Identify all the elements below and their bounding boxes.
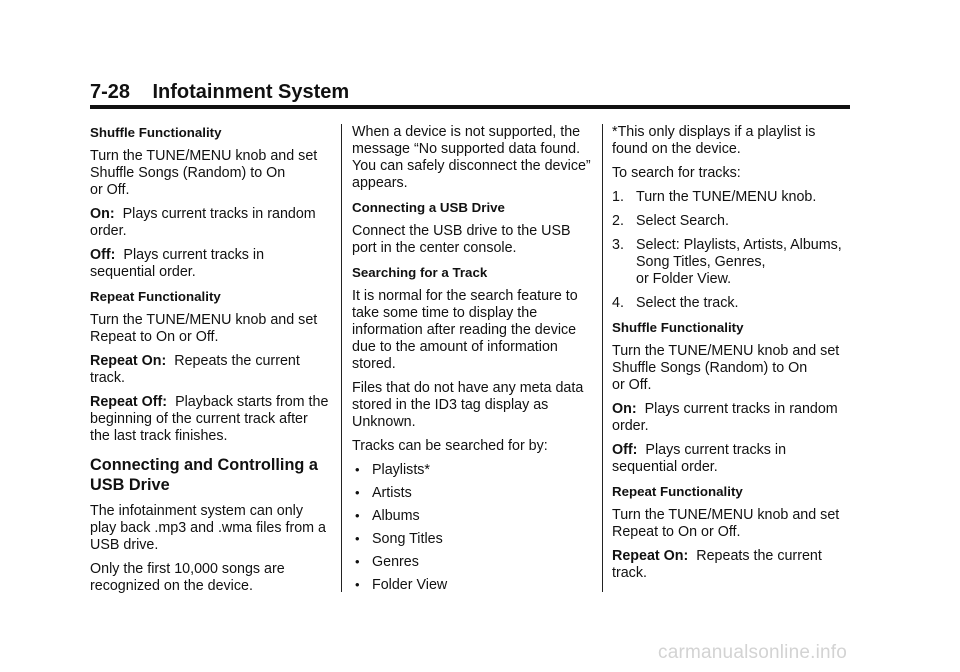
column-1 bbox=[90, 124, 330, 602]
unsupported-text: When a device is not supported, the message “No supported data found. You can safely disconnect the device” appears. bbox=[352, 124, 591, 191]
repeat-on-label: Repeat On: bbox=[90, 353, 167, 369]
repeat-heading: Repeat Functionality bbox=[90, 289, 221, 304]
list-item: • Playlists* bbox=[355, 462, 430, 478]
search-steps-list bbox=[612, 189, 852, 312]
shuffle-text: Turn the TUNE/MENU knob and set Shuffle Songs (Random) to On or Off. bbox=[612, 343, 840, 393]
list-item: 4. Select the track. bbox=[612, 295, 739, 311]
shuffle-off-entry bbox=[612, 442, 852, 476]
shuffle-text: Turn the TUNE/MENU knob and set Shuffle Songs (Random) to On or Off. bbox=[90, 148, 318, 198]
intro-text: The infotainment system can only play back .mp3 and .wma files from a USB drive. bbox=[90, 503, 326, 553]
on-label: On: bbox=[612, 401, 637, 417]
repeat-on-text: Repeats the current track. bbox=[612, 548, 822, 581]
list-item: • Folder View bbox=[355, 577, 448, 593]
watermark: carmanualsonline.info bbox=[658, 642, 848, 663]
list-item: • Artists bbox=[355, 485, 412, 501]
search-text: It is normal for the search feature to take some time to display the information after reading the device due to the amount of information stored. bbox=[352, 288, 578, 372]
bullet-icon: • bbox=[355, 577, 360, 592]
connect-heading: Connecting a USB Drive bbox=[352, 200, 505, 215]
shuffle-heading: Shuffle Functionality bbox=[612, 320, 744, 335]
repeat-off-text: Playback starts from the beginning of the current track after the last track finishes. bbox=[90, 394, 329, 444]
column-3 bbox=[612, 124, 852, 589]
list-item: • Song Titles bbox=[355, 531, 443, 547]
page-header bbox=[90, 80, 850, 109]
meta-text: Files that do not have any meta data stored in the ID3 tag display as Unknown. bbox=[352, 380, 584, 430]
shuffle-off-entry bbox=[90, 247, 330, 281]
bullet-icon: • bbox=[355, 531, 360, 546]
connect-text: Connect the USB drive to the USB port in the center console. bbox=[352, 223, 571, 256]
list-item: 3. Select: Playlists, Artists, Albums, Song Titles, Genres, or Folder View. bbox=[612, 237, 842, 287]
bullet-icon: • bbox=[355, 485, 360, 500]
search-heading: Searching for a Track bbox=[352, 265, 488, 280]
off-text: Plays current tracks in sequential order. bbox=[90, 247, 265, 280]
search-categories-list bbox=[352, 462, 592, 594]
page-title: Infotainment System bbox=[152, 81, 350, 103]
search-by-text: Tracks can be searched for by: bbox=[352, 438, 548, 454]
column-divider bbox=[602, 124, 603, 592]
bullet-icon: • bbox=[355, 462, 360, 477]
list-item: • Albums bbox=[355, 508, 420, 524]
repeat-on-label: Repeat On: bbox=[612, 548, 689, 564]
list-item: • Genres bbox=[355, 554, 419, 570]
shuffle-on-entry bbox=[612, 401, 852, 435]
repeat-on-text: Repeats the current track. bbox=[90, 353, 300, 386]
repeat-on-entry bbox=[612, 548, 852, 582]
page-number: 7-28 bbox=[90, 81, 131, 103]
repeat-heading: Repeat Functionality bbox=[612, 484, 743, 499]
off-text: Plays current tracks in sequential order. bbox=[612, 442, 787, 475]
repeat-text: Turn the TUNE/MENU knob and set Repeat to On or Off. bbox=[612, 507, 840, 540]
shuffle-heading: Shuffle Functionality bbox=[90, 125, 222, 140]
shuffle-on-entry bbox=[90, 206, 330, 240]
repeat-on-entry bbox=[90, 353, 330, 387]
playlist-note: *This only displays if a playlist is found on the device. bbox=[612, 124, 816, 157]
bullet-icon: • bbox=[355, 554, 360, 569]
column-divider bbox=[341, 124, 342, 592]
off-label: Off: bbox=[90, 247, 116, 263]
repeat-off-label: Repeat Off: bbox=[90, 394, 168, 410]
on-label: On: bbox=[90, 206, 115, 222]
section-heading: Connecting and Controlling a USB Drive bbox=[90, 456, 318, 494]
off-label: Off: bbox=[612, 442, 638, 458]
list-item: 1. Turn the TUNE/MENU knob. bbox=[612, 189, 817, 205]
repeat-text: Turn the TUNE/MENU knob and set Repeat to On or Off. bbox=[90, 312, 318, 345]
column-2 bbox=[352, 124, 592, 600]
on-text: Plays current tracks in random order. bbox=[90, 206, 316, 239]
on-text: Plays current tracks in random order. bbox=[612, 401, 838, 434]
bullet-icon: • bbox=[355, 508, 360, 523]
to-search-text: To search for tracks: bbox=[612, 165, 741, 181]
repeat-off-entry bbox=[90, 394, 330, 445]
songs-limit-text: Only the first 10,000 songs are recognized on the device. bbox=[90, 561, 285, 594]
list-item: 2. Select Search. bbox=[612, 213, 729, 229]
